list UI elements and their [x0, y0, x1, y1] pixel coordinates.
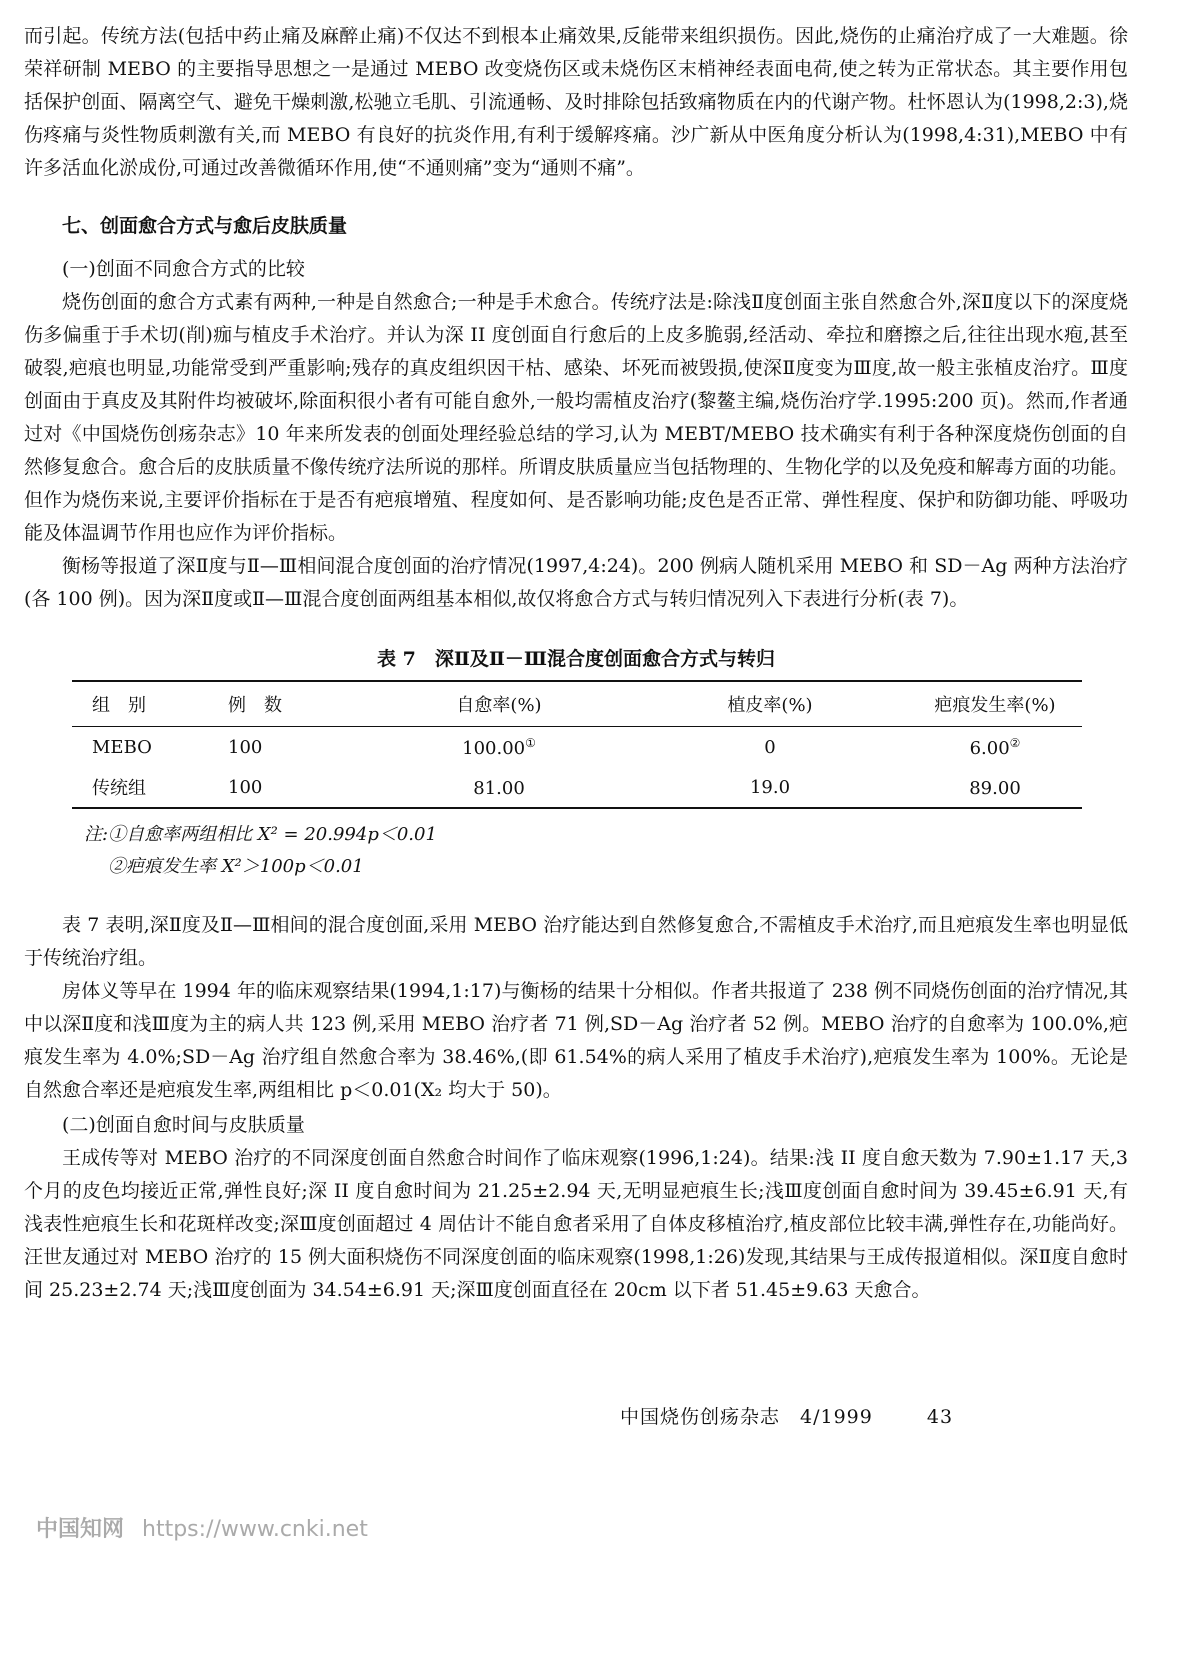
paragraph-5: 房体义等早在 1994 年的临床观察结果(1994,1:17)与衡杨的结果十分相似。作者共报道了 238 例不同烧伤创面的治疗情况,其中以深Ⅱ度和浅Ⅲ度为主的病人共 123 例,采用 MEBO 治疗者 71 例,SD－Ag 治疗者 52 例。MEBO 治疗的自愈率为 100.0%,疤痕发生率为 4.0%;SD－Ag 治疗组自然愈合率为 38.46%,(即 61.54%的病人采用了植皮手术治疗),疤痕发生率为 100%。无论是自然愈合率还是疤痕发生率,两组相比 p＜0.01(X₂ 均大于 50)。	[24, 980, 1128, 1101]
paragraph-1: 而引起。传统方法(包括中药止痛及麻醉止痛)不仅达不到根本止痛效果,反能带来组织损伤。因此,烧伤的止痛治疗成了一大难题。徐荣祥研制 MEBO 的主要指导思想之一是通过 MEBO 改变烧伤区或未烧伤区末梢神经表面电荷,使之转为正常状态。其主要作用包括保护创面、隔离空气、避免干燥刺激,松驰立毛肌、引流通畅、及时排除包括致痛物质在内的代谢产物。杜怀恩认为(1998,2:3),烧伤疼痛与炎性物质刺激有关,而 MEBO 有良好的抗炎作用,有利于缓解疼痛。沙广新从中医角度分析认为(1998,4:31),MEBO 中有许多活血化淤成份,可通过改善微循环作用,使“不通则痛”变为“通则不痛”。	[24, 25, 1128, 179]
subsection-title-2: (二)创面自愈时间与皮肤质量	[62, 1114, 305, 1136]
cell-count: 100	[228, 776, 263, 798]
paragraph-3: 衡杨等报道了深Ⅱ度与Ⅱ—Ⅲ相间混合度创面的治疗情况(1997,4:24)。200 例病人随机采用 MEBO 和 SD－Ag 两种方法治疗(各 100 例)。因为深Ⅱ度或Ⅱ—Ⅲ混合度创面两组基本相似,故仅将愈合方式与转归情况列入下表进行分析(表 7)。	[24, 555, 1128, 610]
cnki-watermark	[36, 1512, 368, 1543]
header-group: 组 别	[92, 695, 146, 716]
footnote-mark: ①	[525, 735, 536, 750]
table-row	[72, 727, 1082, 768]
cell-count: 100	[228, 736, 263, 758]
table-header-row	[72, 681, 1082, 727]
cell-group: 传统组	[92, 778, 146, 799]
paragraph-2: 烧伤创面的愈合方式素有两种,一种是自然愈合;一种是手术愈合。传统疗法是:除浅Ⅱ度创面主张自然愈合外,深Ⅱ度以下的深度烧伤多偏重于手术切(削)痂与植皮手术治疗。并认为深 II 度创面自行愈后的上皮多脆弱,经活动、牵拉和磨擦之后,往往出现水疱,甚至破裂,疤痕也明显,功能常受到严重影响;残存的真皮组织因干枯、感染、坏死而被毁损,使深Ⅱ度变为Ⅲ度,故一般主张植皮治疗。Ⅲ度创面由于真皮及其附件均被破坏,除面积很小者有可能自愈外,一般均需植皮治疗(黎鳌主编,烧伤治疗学.1995:200 页)。然而,作者通过对《中国烧伤创疡杂志》10 年来所发表的创面处理经验总结的学习,认为 MEBT/MEBO 技术确实有利于各种深度烧伤创面的自然修复愈合。愈合后的皮肤质量不像传统疗法所说的那样。所谓皮肤质量应当包括物理的、生物化学的以及免疫和解毒方面的功能。但作为烧伤来说,主要评价指标在于是否有疤痕增殖、程度如何、是否影响功能;皮色是否正常、弹性程度、保护和防御功能、呼吸功能及体温调节作用也应作为评价指标。	[24, 291, 1128, 544]
value-self-heal: 100.00	[462, 737, 526, 759]
cell-scar	[908, 767, 1082, 808]
table-title: 表 7 深Ⅱ及Ⅱ－Ⅲ混合度创面愈合方式与转归	[377, 648, 775, 670]
cell-scar	[908, 727, 1082, 768]
watermark-url: https://www.cnki.net	[142, 1517, 368, 1542]
header-count: 例 数	[228, 695, 282, 716]
watermark-brand: 中国知网	[36, 1517, 125, 1542]
page-number: 43	[926, 1406, 954, 1428]
table-row	[72, 767, 1082, 808]
paragraph-6: 王成传等对 MEBO 治疗的不同深度创面自然愈合时间作了临床观察(1996,1:24)。结果:浅 II 度自愈天数为 7.90±1.17 天,3 个月的皮色均接近正常,弹性良好;深 II 度自愈时间为 21.25±2.94 天,无明显疤痕生长;浅Ⅲ度创面自愈时间为 39.45±6.91 天,有浅表性疤痕生长和花斑样改变;深Ⅲ度创面超过 4 周估计不能自愈者采用了自体皮移植治疗,植皮部位比较丰满,弹性存在,功能尚好。汪世友通过对 MEBO 治疗的 15 例大面积烧伤不同深度创面的临床观察(1998,1:26)发现,其结果与王成传报道相似。深Ⅱ度自愈时间 25.23±2.74 天;浅Ⅲ度创面为 34.54±6.91 天;深Ⅲ度创面直径在 20cm 以下者 51.45±9.63 天愈合。	[24, 1147, 1128, 1301]
header-scar: 疤痕发生率(%)	[934, 695, 1056, 716]
paragraph-4: 表 7 表明,深Ⅱ度及Ⅱ—Ⅲ相间的混合度创面,采用 MEBO 治疗能达到自然修复愈合,不需植皮手术治疗,而且疤痕发生率也明显低于传统治疗组。	[24, 914, 1128, 969]
cell-graft: 0	[764, 736, 776, 758]
footnote-mark: ②	[1009, 735, 1021, 750]
value-scar: 89.00	[969, 777, 1021, 799]
subsection-title-1: (一)创面不同愈合方式的比较	[62, 258, 305, 280]
table-note-2: ②疤痕发生率 X²＞100p＜0.01	[108, 856, 364, 877]
table-note-1: 注:①自愈率两组相比 X² = 20.994p＜0.01	[84, 824, 437, 845]
page-footer	[620, 1402, 953, 1429]
cell-self-heal	[366, 727, 632, 768]
table-notes	[84, 819, 1128, 883]
value-scar: 6.00	[969, 737, 1010, 759]
section-title: 七、创面愈合方式与愈后皮肤质量	[62, 215, 348, 237]
header-self-heal: 自愈率(%)	[456, 695, 542, 716]
value-self-heal: 81.00	[473, 777, 525, 799]
results-table	[72, 680, 1082, 809]
header-graft: 植皮率(%)	[727, 695, 813, 716]
cell-graft: 19.0	[749, 776, 791, 798]
cell-group: MEBO	[92, 736, 152, 758]
cell-self-heal	[366, 767, 632, 808]
article-body	[24, 20, 1128, 1307]
journal-name: 中国烧伤创疡杂志 4/1999	[620, 1406, 873, 1428]
